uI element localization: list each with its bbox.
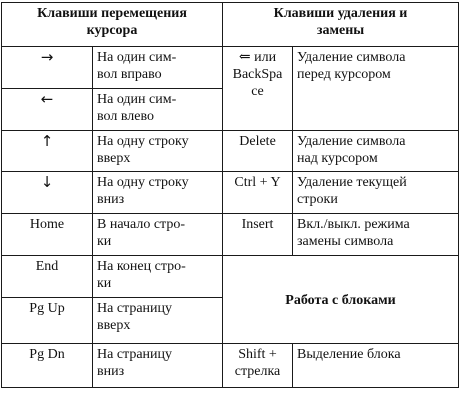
key-right-arrow: → (2, 47, 93, 89)
key-pg-up: Pg Up (2, 297, 93, 343)
key-description: На конец стро- ки (93, 255, 223, 297)
header-delete-keys: Клавиши удаления и замены (223, 3, 459, 47)
key-description: Вкл./выкл. режима замены символа (293, 214, 459, 256)
key-insert: Insert (223, 214, 293, 256)
key-up-arrow: ↑ (2, 130, 93, 172)
table-row (2, 255, 459, 297)
key-shift-arrow: Shift + стрелка (223, 343, 293, 387)
blocks-section-title: Работа с блоками (223, 255, 459, 343)
key-left-arrow: ← (2, 88, 93, 130)
key-description: Выделение блока (293, 343, 459, 387)
key-description: На страницу вниз (93, 343, 223, 387)
key-description: Удаление символа над курсором (293, 130, 459, 172)
table-row (2, 47, 459, 89)
key-description: На одну строку вниз (93, 172, 223, 214)
key-description: На страницу вверх (93, 297, 223, 343)
header-cursor-keys: Клавиши перемещения курсора (2, 3, 223, 47)
key-description: На один сим- вол вправо (93, 47, 223, 89)
key-description: Удаление символа перед курсором (293, 47, 459, 131)
key-home: Home (2, 214, 93, 256)
key-backspace: ⇐ или BackSpa ce (223, 47, 293, 131)
keys-table (1, 2, 459, 388)
table-row (2, 343, 459, 387)
key-end: End (2, 255, 93, 297)
header-row (2, 3, 459, 47)
key-delete: Delete (223, 130, 293, 172)
key-description: Удаление текущей строки (293, 172, 459, 214)
key-down-arrow: ↓ (2, 172, 93, 214)
key-pg-dn: Pg Dn (2, 343, 93, 387)
table-row (2, 172, 459, 214)
table-row (2, 130, 459, 172)
key-description: На одну строку вверх (93, 130, 223, 172)
key-description: В начало стро- ки (93, 214, 223, 256)
table-row (2, 214, 459, 256)
key-description: На один сим- вол влево (93, 88, 223, 130)
key-ctrl-y: Ctrl + Y (223, 172, 293, 214)
